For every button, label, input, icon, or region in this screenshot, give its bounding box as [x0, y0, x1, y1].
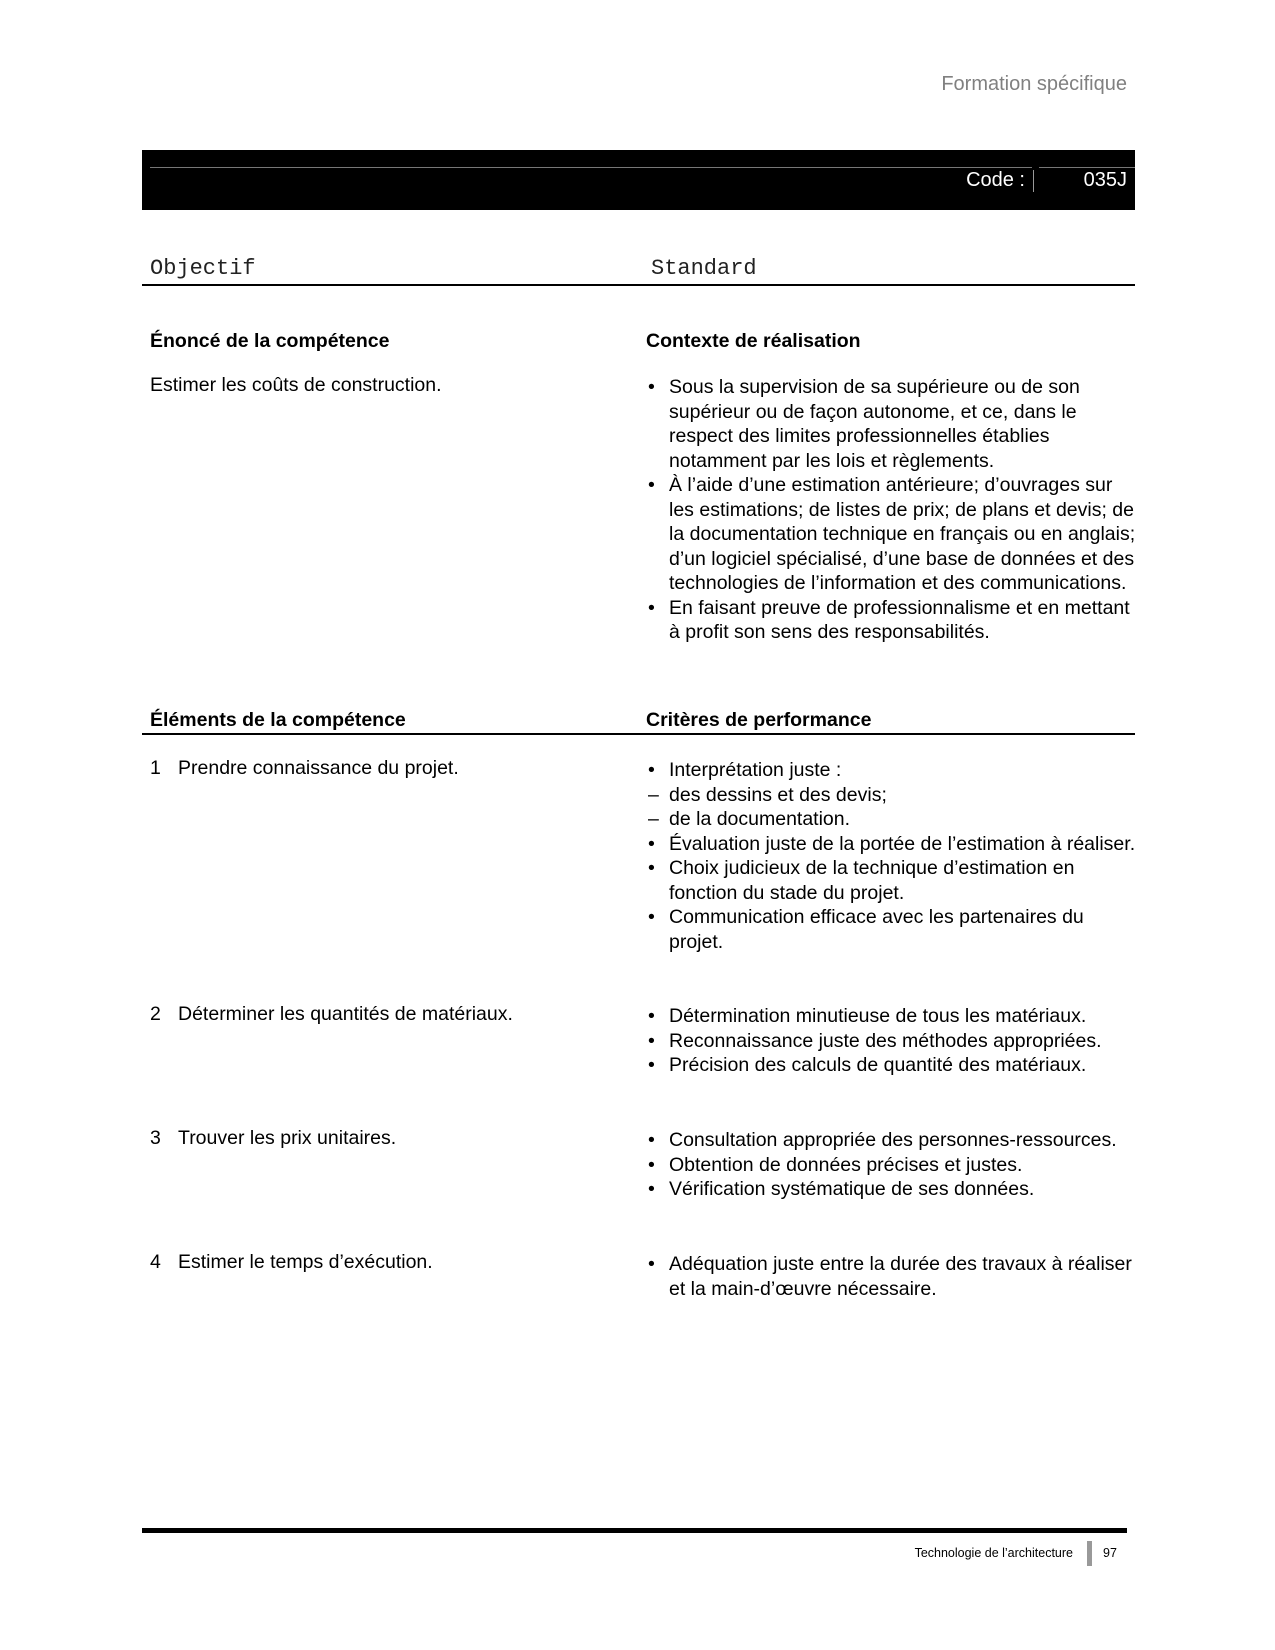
criteria-list-4 — [646, 1252, 1136, 1301]
header-title: Formation spécifique — [941, 73, 1127, 95]
code-label: Code : — [966, 169, 1025, 191]
divider — [150, 167, 1032, 168]
page-number: 97 — [1103, 1546, 1117, 1560]
column-heading-objectif: Objectif — [150, 256, 256, 281]
element-text: Prendre connaissance du projet. — [178, 757, 459, 779]
divider — [142, 733, 1135, 735]
element-number: 3 — [150, 1127, 161, 1149]
element-number: 4 — [150, 1251, 161, 1273]
divider — [1039, 167, 1135, 168]
criteres-heading: Critères de performance — [646, 709, 872, 731]
list-item: • Choix judicieux de la technique d’estimation en fonction du stade du projet. — [646, 856, 1136, 905]
divider — [1033, 170, 1034, 192]
list-item: • Sous la supervision de sa supérieure ou de son supérieur ou de façon autonome, et ce, dans le respect des limites professionnelles établies notamment par les lois et règlements. — [646, 375, 1136, 473]
divider — [142, 284, 1135, 286]
enonce-heading: Énoncé de la compétence — [150, 330, 390, 352]
list-item: • Vérification systématique de ses données. — [646, 1177, 1136, 1202]
element-text: Estimer le temps d’exécution. — [178, 1251, 433, 1273]
list-item: • À l’aide d’une estimation antérieure; d’ouvrages sur les estimations; de listes de prix; de plans et devis; de la documentation technique en français ou en anglais; d’un logiciel spécialisé, d’une base de données et des technologies de l’information et des communications. — [646, 473, 1136, 596]
criteria-list-3 — [646, 1128, 1136, 1202]
list-item: • Obtention de données précises et justes. — [646, 1153, 1136, 1178]
criteria-text: Interprétation juste : — [669, 759, 842, 781]
list-item: • Évaluation juste de la portée de l’estimation à réaliser. — [646, 832, 1136, 857]
list-item — [646, 758, 1136, 832]
contexte-list — [646, 375, 1136, 645]
list-item: • Communication efficace avec les partenaires du projet. — [646, 905, 1136, 954]
list-item: • Reconnaissance juste des méthodes appropriées. — [646, 1029, 1136, 1054]
sub-item: – des dessins et des devis; — [646, 783, 1136, 808]
element-4 — [150, 1250, 433, 1275]
list-item: • En faisant preuve de professionnalisme et en mettant à profit son sens des responsabilités. — [646, 596, 1136, 645]
element-text: Trouver les prix unitaires. — [178, 1127, 397, 1149]
footer-title: Technologie de l’architecture — [914, 1546, 1073, 1560]
enonce-text: Estimer les coûts de construction. — [150, 374, 442, 396]
code-bar — [142, 150, 1135, 210]
elements-heading: Éléments de la compétence — [150, 709, 406, 731]
column-heading-standard: Standard — [651, 256, 757, 281]
element-text: Déterminer les quantités de matériaux. — [178, 1003, 513, 1025]
list-item: • Consultation appropriée des personnes-ressources. — [646, 1128, 1136, 1153]
code-value: 035J — [1083, 169, 1127, 191]
element-number: 1 — [150, 757, 161, 779]
contexte-heading: Contexte de réalisation — [646, 330, 861, 352]
list-item: • Détermination minutieuse de tous les matériaux. — [646, 1004, 1136, 1029]
element-1 — [150, 756, 459, 781]
footer-rule — [142, 1528, 1127, 1533]
criteria-list-2 — [646, 1004, 1136, 1078]
list-item: • Précision des calculs de quantité des matériaux. — [646, 1053, 1136, 1078]
footer-separator — [1087, 1541, 1092, 1566]
sub-item: – de la documentation. — [646, 807, 1136, 832]
criteria-list-1 — [646, 758, 1136, 954]
element-number: 2 — [150, 1003, 161, 1025]
element-2 — [150, 1002, 513, 1027]
element-3 — [150, 1126, 396, 1151]
list-item: • Adéquation juste entre la durée des travaux à réaliser et la main-d’œuvre nécessaire. — [646, 1252, 1136, 1301]
